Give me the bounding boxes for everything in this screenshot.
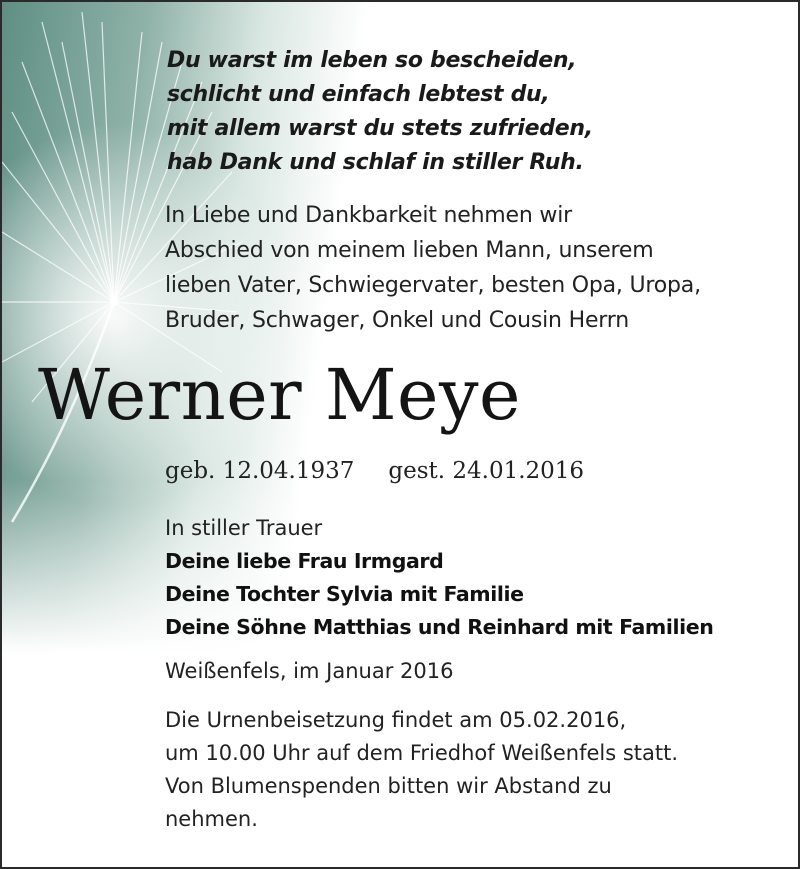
mourners-block: [165, 512, 713, 644]
burial-notice: [165, 704, 678, 836]
poem-line: mit allem warst du stets zufrieden,: [167, 116, 593, 141]
birth-date: geb. 12.04.1937: [165, 458, 355, 484]
intro-line: In Liebe und Dankbarkeit nehmen wir: [165, 203, 572, 228]
notice-line: Von Blumenspenden bitten wir Abstand zu: [165, 774, 612, 798]
mourner-name: Deine liebe Frau Irmgard: [165, 549, 444, 573]
mourner-name: Deine Tochter Sylvia mit Familie: [165, 582, 524, 606]
intro-line: lieben Vater, Schwiegervater, besten Opa, Uropa,: [165, 273, 701, 298]
notice-line: um 10.00 Uhr auf dem Friedhof Weißenfels statt.: [165, 741, 679, 765]
poem-line: schlicht und einfach lebtest du,: [167, 82, 550, 107]
death-date: gest. 24.01.2016: [388, 458, 585, 484]
notice-line: nehmen.: [165, 807, 258, 831]
poem-line: Du warst im leben so bescheiden,: [167, 48, 577, 73]
mourner-name: Deine Söhne Matthias und Reinhard mit Familien: [165, 615, 714, 639]
mourning-label: In stiller Trauer: [165, 516, 323, 540]
poem: [167, 44, 593, 180]
deceased-name: Werner Meye: [38, 354, 521, 436]
life-dates: [165, 454, 584, 488]
intro-line: Bruder, Schwager, Onkel und Cousin Herrn: [165, 308, 629, 333]
poem-line: hab Dank und schlaf in stiller Ruh.: [167, 150, 584, 175]
notice-line: Die Urnenbeisetzung findet am 05.02.2016,: [165, 708, 627, 732]
intro-line: Abschied von meinem lieben Mann, unserem: [165, 238, 654, 263]
intro-text: [165, 198, 701, 338]
place-date: Weißenfels, im Januar 2016: [165, 659, 454, 683]
